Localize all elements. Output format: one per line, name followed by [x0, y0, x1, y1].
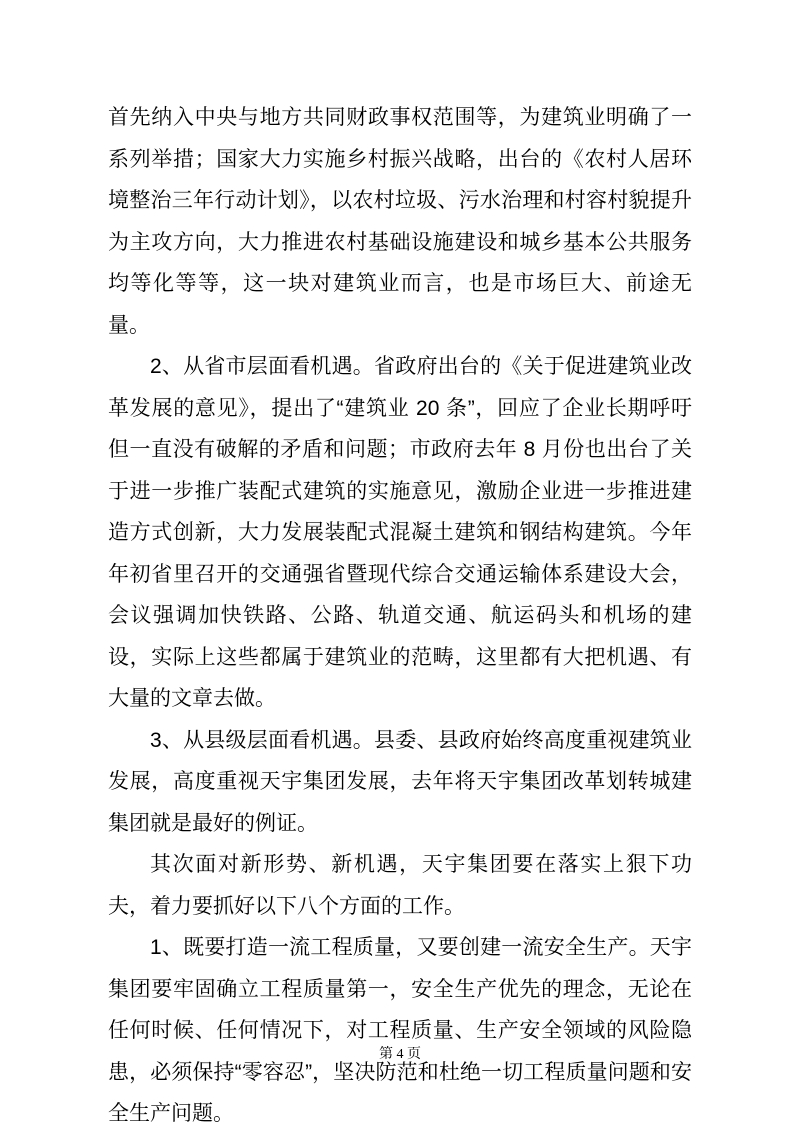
paragraph: 2、从省市层面看机遇。省政府出台的《关于促进建筑业改革发展的意见》，提出了“建筑业 20 条”，回应了企业长期呼吁但一直没有破解的矛盾和问题；市政府去年 8 月份也出台了关于进一步推广装配式建筑的实施意见，激励企业进一步推进建造方式创新，大力发展装配式混凝土建筑和钢结构建筑。今年年初省里召开的交通强省暨现代综合交通运输体系建设大会，会议强调加快铁路、公路、轨道交通、航运码头和机场的建设，实际上这些都属于建筑业的范畴，这里都有大把机遇、有大量的文章去做。: [108, 355, 692, 710]
page-number: 第 4 页: [379, 1047, 421, 1062]
paragraph: 首先纳入中央与地方共同财政事权范围等，为建筑业明确了一系列举措；国家大力实施乡村振兴战略，出台的《农村人居环境整治三年行动计划》，以农村垃圾、污水治理和村容村貌提升为主攻方向，大力推进农村基础设施建设和城乡基本公共服务均等化等等，这一块对建筑业而言，也是市场巨大、前途无量。: [108, 106, 692, 337]
paragraph: 其次面对新形势、新机遇，天宇集团要在落实上狠下功夫，着力要抓好以下八个方面的工作。: [108, 853, 692, 918]
paragraph: 3、从县级层面看机遇。县委、县政府始终高度重视建筑业发展，高度重视天宇集团发展，去年将天宇集团改革划转城建集团就是最好的例证。: [108, 728, 692, 835]
document-body: [108, 97, 692, 1131]
paragraph: 1、既要打造一流工程质量，又要创建一流安全生产。天宇集团要牢固确立工程质量第一，安全生产优先的理念，无论在任何时候、任何情况下，对工程质量、生产安全领域的风险隐患，必须保持“零容忍”，坚决防范和杜绝一切工程质量问题和安全生产问题。: [108, 936, 692, 1125]
